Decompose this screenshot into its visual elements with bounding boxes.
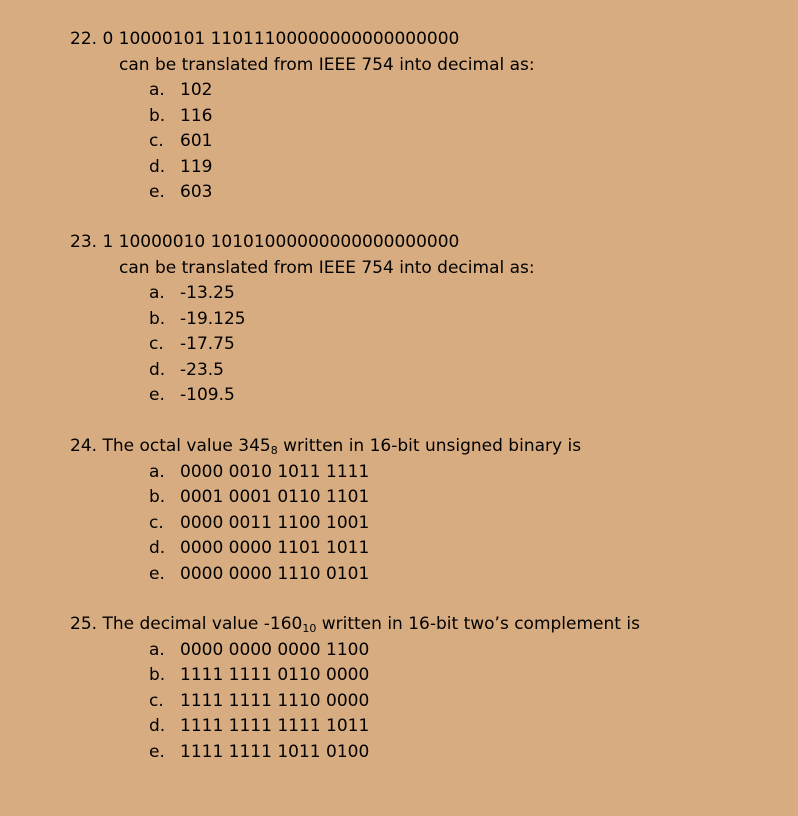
option-text: 0000 0000 1110 0101 [180,563,370,584]
option-c [149,511,369,537]
question-text [102,614,639,634]
option-e [149,562,369,588]
option-letter: c. [149,512,164,533]
option-a [149,281,235,307]
option-d [149,358,224,384]
option-letter: a. [149,461,165,482]
option-text: -13.25 [180,283,235,303]
option-letter: c. [149,334,164,354]
option-e [149,383,235,409]
option-letter: e. [149,182,165,202]
question-number: 25. [70,614,98,634]
option-text: 1111 1111 1111 1011 [180,716,370,736]
option-text: 0000 0000 0000 1100 [180,639,370,660]
option-text: 601 [180,131,213,151]
option-b [149,663,369,689]
question-stem [70,434,581,460]
option-c [149,332,235,358]
option-letter: e. [149,385,165,405]
option-text: 0000 0000 1101 1011 [180,538,370,558]
option-text: 102 [180,80,213,100]
question-text: 0 10000101 11011100000000000000000 [102,29,460,49]
option-text: 1111 1111 1011 0100 [180,741,370,762]
option-e [149,180,212,206]
question-stem [70,27,459,53]
option-letter: e. [149,741,165,762]
option-a [149,78,212,104]
option-text: 1111 1111 1110 0000 [180,690,370,711]
option-b [149,104,212,130]
option-letter: b. [149,487,166,507]
option-letter: e. [149,563,165,584]
option-a [149,638,369,664]
option-text: 119 [180,156,213,177]
option-letter: c. [149,131,164,151]
question-number: 23. [70,232,98,252]
option-text: -17.75 [180,334,235,354]
option-letter: d. [149,716,166,736]
question-text-pre: The octal value 345 [102,436,271,456]
option-c [149,129,212,155]
question-continuation: can be translated from IEEE 754 into decimal as: [119,54,535,75]
option-a [149,460,369,486]
option-letter: d. [149,538,166,558]
question-number: 22. [70,29,98,49]
option-text: 0000 0011 1100 1001 [180,512,370,533]
base-subscript: 10 [302,622,317,635]
option-text: 0001 0001 0110 1101 [180,487,370,507]
option-d [149,155,212,181]
option-letter: b. [149,105,166,126]
option-b [149,307,246,333]
option-letter: a. [149,283,165,303]
base-subscript: 8 [270,444,278,457]
option-letter: b. [149,308,166,329]
option-d [149,714,369,740]
question-text-post: written in 16-bit unsigned binary is [277,436,582,456]
question-stem [70,230,459,256]
option-text: 0000 0010 1011 1111 [180,461,370,482]
option-letter: b. [149,665,166,685]
question-number: 24. [70,436,98,456]
option-text: -109.5 [180,385,235,405]
option-text: 116 [180,105,213,126]
option-letter: a. [149,639,165,660]
question-text-post: written in 16-bit two’s complement is [316,614,640,634]
option-d [149,536,369,562]
option-c [149,689,369,715]
option-letter: d. [149,156,166,177]
option-text: 603 [180,182,213,202]
option-letter: a. [149,80,165,100]
option-text: -19.125 [180,308,246,329]
option-text: 1111 1111 0110 0000 [180,665,370,685]
option-letter: d. [149,359,166,380]
option-letter: c. [149,690,164,711]
question-stem [70,612,640,638]
question-text-pre: The decimal value -160 [102,614,303,634]
option-text: -23.5 [180,359,224,380]
question-text [102,436,581,456]
question-continuation: can be translated from IEEE 754 into decimal as: [119,257,535,278]
option-e [149,740,369,766]
question-text: 1 10000010 10101000000000000000000 [102,232,460,252]
option-b [149,485,369,511]
